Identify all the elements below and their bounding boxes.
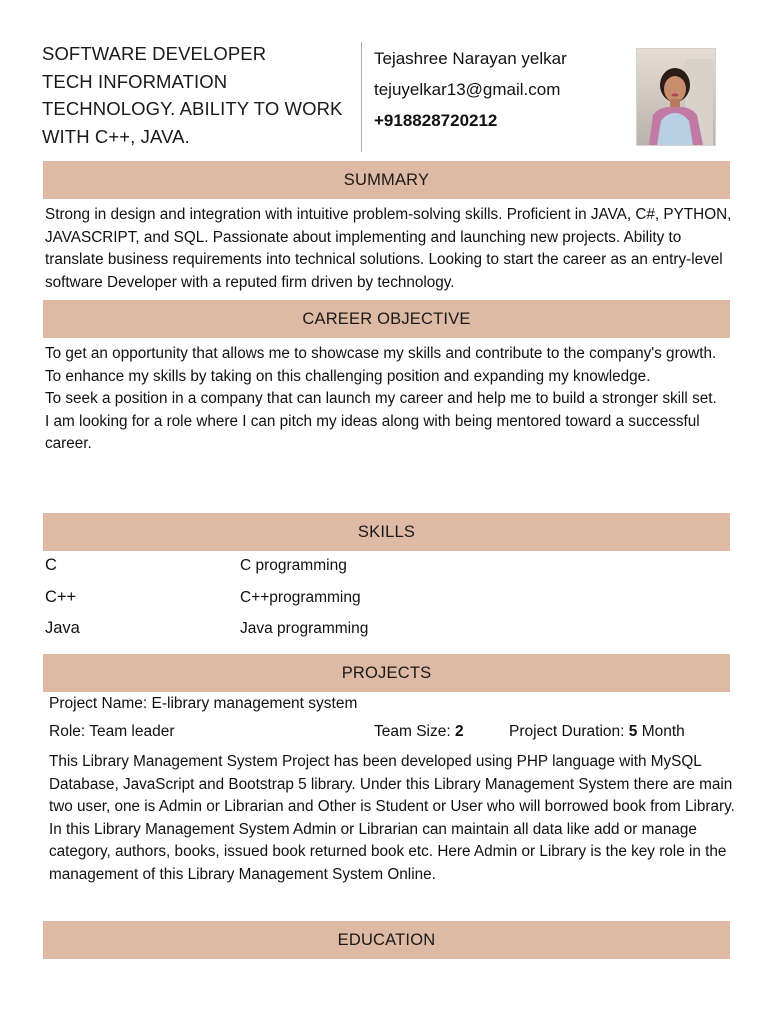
resume-header [42, 40, 732, 152]
skill-name: C [45, 556, 57, 574]
candidate-name: Tejashree Narayan yelkar [374, 49, 567, 68]
skill-name: C++ [45, 588, 77, 606]
skill-description: Java programming [240, 620, 369, 637]
education-section-header: EDUCATION [43, 921, 730, 959]
profile-photo-image [637, 49, 715, 145]
projects-section-header: PROJECTS [43, 654, 730, 692]
header-divider [361, 42, 362, 152]
duration-label: Project Duration: [509, 723, 625, 740]
team-size-value: 2 [454, 723, 464, 740]
headline-line-2: TECH INFORMATION [42, 70, 228, 92]
skill-name: Java [45, 619, 80, 637]
summary-text: Strong in design and integration with intuitive problem-solving skills. Proficient in JAVA, C#, PYTHON, JAVASCRIPT, and SQL. Passionate about implementing and launching new projects. Ability to translate business requirements into technical solutions. Looking to start the career as an entry-level software Developer with a reputed firm driven by technology. [45, 206, 732, 291]
headline-line-3: TECHNOLOGY. ABILITY TO WORK [42, 98, 343, 119]
project-role: Role: Team leader [49, 723, 175, 740]
job-headline [42, 40, 358, 150]
headline-line-1: SOFTWARE DEVELOPER [42, 43, 267, 64]
profile-photo [636, 48, 716, 146]
skill-row [45, 556, 645, 580]
career-objective-section-header: CAREER OBJECTIVE [43, 300, 730, 338]
skill-row [45, 619, 645, 643]
contact-info [374, 43, 567, 136]
team-size-label: Team Size: [374, 723, 451, 740]
project-name: Project Name: E-library management system [49, 695, 358, 712]
career-objective-item: To get an opportunity that allows me to showcase my skills and contribute to the company's growth. [45, 345, 717, 362]
skill-description: C++programming [240, 589, 361, 606]
headline-line-4: WITH C++, JAVA. [42, 125, 190, 147]
career-objective-list [45, 343, 735, 456]
project-duration [509, 723, 685, 741]
duration-value: 5 [628, 723, 638, 740]
career-objective-item: To seek a position in a company that can launch my career and help me to build a stronger skill set. [45, 390, 717, 407]
skill-description: C programming [240, 557, 347, 574]
skills-section-header: SKILLS [43, 513, 730, 551]
project-team-size [374, 723, 464, 741]
phone-number[interactable]: +918828720212 [374, 111, 498, 130]
career-objective-item: To enhance my skills by taking on this challenging position and expanding my knowledge. [45, 367, 651, 385]
career-objective-item: I am looking for a role where I can pitch my ideas along with being mentored toward a successful career. [45, 412, 700, 452]
skill-row [45, 588, 645, 612]
duration-unit: Month [641, 723, 685, 740]
summary-section-header: SUMMARY [43, 161, 730, 199]
email-address[interactable]: tejuyelkar13@gmail.com [374, 80, 561, 99]
project-description: This Library Management System Project has been developed using PHP language with MySQL Database, JavaScript and Bootstrap 5 library. Under this Library Management System there are main two user, one is Admin or Librarian and Other is Student or User who will borrowed book from Library. In this Library Management System Admin or Librarian can maintain all data like add or manage category, authors, books, issued book returned book etc. Here Admin or Library is the key role in the management of this Library Management System Online. [49, 753, 735, 883]
